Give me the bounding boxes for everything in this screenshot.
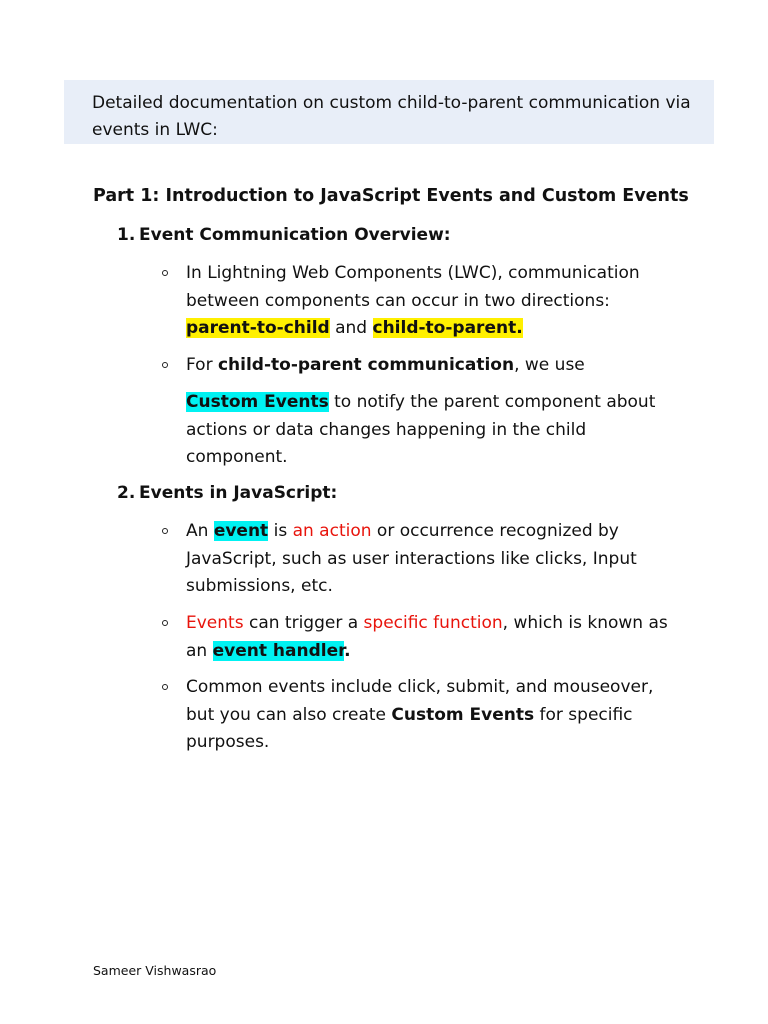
text: In Lightning Web Components (LWC), communication between components can occur in two directions:: [186, 263, 640, 311]
text: , which is known as an: [186, 613, 668, 661]
intro-text: Detailed documentation on custom child-to-parent communication via events in LWC:: [92, 93, 691, 140]
part-heading: Part 1: Introduction to JavaScript Events and Custom Events: [93, 186, 689, 206]
bold-custom-events: Custom Events: [391, 704, 535, 725]
section-heading-events-in-javascript: [117, 483, 337, 503]
section-title: Event Communication Overview:: [139, 225, 451, 245]
intro-box: [64, 80, 714, 144]
red-text-events: Events: [186, 613, 244, 633]
red-text-specific-function: specific function: [363, 613, 503, 633]
footer-author: Sameer Vishwasrao: [93, 963, 217, 978]
text: can trigger a: [243, 613, 364, 633]
text: , we use: [514, 355, 585, 375]
bold-child-to-parent-communication: child-to-parent communication: [217, 355, 515, 375]
text: or occurrence recognized by JavaScript, such as user interactions like clicks, Input submissions, etc.: [186, 521, 637, 596]
bullet-circle-icon: [162, 620, 168, 626]
text: An: [186, 521, 214, 541]
section-number: 1.: [117, 225, 136, 245]
text: is: [268, 521, 293, 541]
text: for specific purposes.: [186, 704, 633, 752]
text: .: [344, 640, 351, 661]
highlight-child-to-parent: child-to-parent.: [372, 318, 523, 338]
list-item-event-definition: [186, 518, 686, 601]
paragraph-custom-events: [186, 389, 686, 472]
highlight-parent-to-child: parent-to-child: [186, 318, 330, 338]
section-title: Events in JavaScript:: [139, 483, 338, 503]
highlight-event: event: [213, 521, 269, 541]
section-number: 2.: [117, 483, 136, 503]
list-item-child-to-parent: [186, 352, 686, 380]
list-item-event-handler: [186, 610, 686, 665]
list-item-lwc-directions: [186, 260, 686, 343]
text: For: [186, 355, 218, 375]
bullet-circle-icon: [162, 684, 168, 690]
red-text-an-action: an action: [292, 521, 372, 541]
highlight-event-handler: event handler: [212, 640, 345, 661]
bullet-circle-icon: [162, 528, 168, 534]
bullet-circle-icon: [162, 270, 168, 276]
highlight-custom-events: Custom Events: [186, 392, 329, 412]
text: and: [329, 318, 373, 338]
section-heading-event-communication: [117, 225, 451, 245]
bullet-circle-icon: [162, 362, 168, 368]
text: Common events include click, submit, and mouseover, but you can also create: [186, 677, 654, 725]
list-item-common-events: [186, 674, 686, 757]
text: to notify the parent component about actions or data changes happening in the child component.: [186, 392, 656, 467]
